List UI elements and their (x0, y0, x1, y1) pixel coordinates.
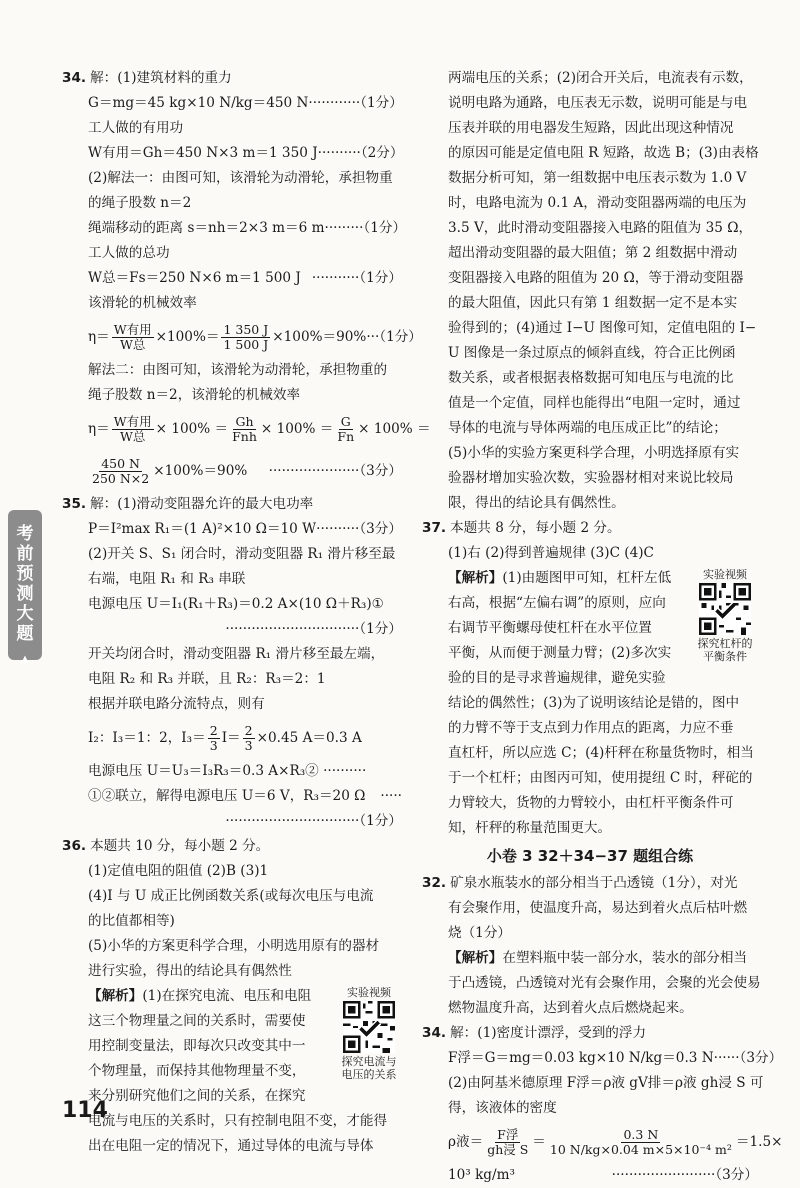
question-number: 36. (62, 838, 87, 854)
answer-line: 结论的偶然性；(3)为了说明该结论是错的，图中 (448, 695, 740, 711)
question-32: 32. 矿泉水瓶装水的部分相当于凸透镜（1分），对光 有会聚作用，使温度升高，易达到着火点后枯叶燃 烧（1分） 【解析】在塑料瓶中装一部分水，装水的部分相当 于凸透镜，凸透镜对光有会聚作用，会聚的光会使易 燃物温度升高，达到着火点后燃烧起来。 (422, 875, 761, 1016)
fraction: $\frac{450 N}{250 N\times 2}$ (92, 456, 150, 486)
answer-line: 压表并联的用电器发生短路，因此出现这种情况 (448, 120, 734, 136)
side-tab-char: 前 (16, 544, 34, 564)
side-tab-char: 测 (16, 584, 34, 604)
answer-line: 说明电路为通路，电压表无示数，说明可能是与电 (448, 95, 748, 111)
answer-line: G＝mg＝45 kg×10 N/kg＝450 N (88, 95, 309, 111)
score-note: ··········（3分） (316, 521, 402, 537)
answer-line: 工人做的有用功 (88, 120, 184, 136)
fraction: $\frac{\text{W有用}}{\text{W总}}$ (113, 414, 152, 444)
qr-caption: 实验视频 (703, 568, 747, 581)
answer-line: 电源电压 U＝U₃＝I₃R₃＝0.3 A×R₃② ·········· (88, 763, 367, 779)
answer-line: W有用＝Gh＝450 N×3 m＝1 350 J (88, 145, 318, 161)
analysis-tag: 【解析】 (448, 950, 503, 966)
answer-line: 右调节平衡螺母使杠杆在水平位置 (448, 620, 652, 636)
right-column (422, 66, 783, 1188)
video-qr-block (336, 986, 402, 1081)
fraction: $\frac{2}{3}$ (244, 723, 253, 753)
answer-line: 绳子股数 n＝2，该滑轮的机械效率 (88, 387, 301, 403)
score-note: ·········（1分） (324, 220, 407, 236)
answer-line: 于一个杠杆；由图丙可知，使用提纽 C 时，秤砣的 (448, 770, 753, 786)
answer-line: (1)右 (2)得到普遍规律 (3)C (4)C (448, 545, 654, 561)
score-note: ·······························（1分） (225, 621, 402, 637)
answer-line: 的绳子股数 n＝2 (88, 195, 192, 211)
page-number: 114 (62, 1098, 108, 1123)
answer-line: 验的目的是寻求普遍规律，避免实验 (448, 670, 666, 686)
answer-line: (2)解法一：由图可知，该滑轮为动滑轮，承担物重 (88, 170, 393, 186)
answer-line: 电流与电压的关系时，只有控制电阻不变，才能得 (88, 1113, 388, 1129)
answer-line: 解：(1)滑动变阻器允许的最大电功率 (90, 496, 314, 512)
answer-line: 的力臂不等于支点到力作用点的距离，力应不垂 (448, 720, 734, 736)
answer-line: W总＝Fs＝250 N×6 m＝1 500 J (88, 270, 301, 286)
answer-line: 平衡，从而便于测量力臂；(2)多次实 (448, 645, 672, 661)
answer-line: 限，得出的结论具有偶然性。 (448, 495, 625, 511)
side-tab (8, 510, 42, 665)
question-number: 35. (62, 496, 87, 512)
answer-line: 烧（1分） (448, 925, 512, 941)
answer-line: 解：(1)密度计漂浮，受到的浮力 (450, 1025, 647, 1041)
answer-line: 电阻 R₂ 和 R₃ 并联，且 R₂：R₃＝2：1 (88, 671, 326, 687)
answer-line: 根据并联电路分流特点，则有 (88, 696, 265, 712)
current-ratio-formula: I₂：I₃＝1：2，I₃＝ $\frac{2}{3}$ I＝ $\frac{2}{3}$ ×0.45 A＝0.3 A (88, 723, 362, 753)
answer-line: (5)小华的实验方案更科学合理，小明选择原有实 (448, 445, 740, 461)
answer-line: F浮＝G＝mg＝0.03 kg×10 N/kg＝0.3 N (448, 1050, 714, 1066)
efficiency-formula-3: $\frac{450 N}{250 N\times 2}$ ×100%＝90% ·····················（3分） (62, 450, 402, 492)
section-title: 小卷 3 32＋34−37 题组合练 (486, 847, 694, 865)
fraction: $\frac{\text{F浮}}{\text{gh浸 S}}$ (487, 1127, 529, 1157)
answer-line: 验得到的；(4)通过 I−U 图像可知，定值电阻的 I− (448, 320, 757, 336)
qr-caption: 探究杠杆的 (697, 637, 753, 650)
answer-line: 的最大阻值，因此只有第 1 组数据一定不是本实 (448, 295, 738, 311)
score-note: ························（3分） (611, 1167, 758, 1183)
video-qr-block (692, 568, 758, 663)
question-number: 34. (422, 1025, 447, 1041)
analysis-tag: 【解析】 (88, 988, 143, 1004)
answer-line: 解：(1)建筑材料的重力 (90, 70, 232, 86)
answer-line: 两端电压的关系；(2)闭合开关后，电流表有示数， (448, 70, 753, 86)
score-note: ··········（2分） (317, 145, 404, 161)
answer-line: 直杠杆，所以应选 C；(4)杆秤在称量货物时，相当 (448, 745, 754, 761)
analysis-block: 【解析】(1)由题图甲可知，杠杆左低 右高，根据“左偏右调”的原则，应向 右调节平衡螺母使杠杆在水平位置 平衡，从而便于测量力臂；(2)多次实 验的目的是寻求普遍规律，避免实验 实验视频 探究杠杆的 平衡条件 (422, 566, 758, 691)
side-tab-char: 大 (16, 604, 34, 624)
answer-line: 导体的电流与导体两端的电压成正比”的结论； (448, 420, 727, 436)
fraction: $\frac{G}{Fn}$ (337, 414, 355, 444)
analysis-block: 【解析】(1)在探究电流、电压和电阻 这三个物理量之间的关系时，需要使 用控制变量法，即每次只改变其中一 个物理量，而保持其他物理量不变， 来分别研究他们之间的关系，在探究 实验视频 探究电流与 电压的关系 (62, 984, 402, 1109)
fraction: $\frac{1 350 J}{1 500 J}$ (223, 322, 269, 352)
side-tab-char: 题 (16, 624, 34, 644)
qr-caption: 电压的关系 (341, 1068, 397, 1081)
answer-line: 工人做的总功 (88, 245, 170, 261)
qr-caption: 实验视频 (347, 986, 391, 999)
answer-line: P＝I²max R₁＝(1 A)²×10 Ω＝10 W (88, 521, 317, 537)
answer-line: 得，该液体的密度 (448, 1100, 557, 1116)
answer-line: 本题共 10 分，每小题 2 分。 (90, 838, 270, 854)
answer-line: 来分别研究他们之间的关系，在探究 (88, 1088, 306, 1104)
question-number: 37. (422, 520, 447, 536)
side-tab-char: 预 (16, 564, 34, 584)
answer-line: 本题共 8 分，每小题 2 分。 (450, 520, 621, 536)
question-number: 34. (62, 70, 87, 86)
answer-line: 有会聚作用，使温度升高，易达到着火点后枯叶燃 (448, 900, 748, 916)
efficiency-formula-1: η＝ $\frac{\text{W有用}}{\text{W总}}$ ×100%＝ $\frac{1 350 J}{1 500 J}$ ×100%＝90% ···（1分） (62, 316, 402, 358)
left-column (62, 66, 431, 1159)
answer-line: 右端，电阻 R₁ 和 R₃ 串联 (88, 571, 246, 587)
qr-caption: 探究电流与 (341, 1055, 397, 1068)
fraction: $\frac{\text{W有用}}{\text{W总}}$ (113, 322, 152, 352)
answer-line: 右高，根据“左偏右调”的原则，应向 (448, 595, 666, 611)
answer-line: 的比值都相等) (88, 913, 175, 929)
answer-line: 出在电阻一定的情况下，通过导体的电流与导体 (88, 1138, 374, 1154)
answer-line: 这三个物理量之间的关系时，需要使 (88, 1013, 306, 1029)
fraction: $\frac{2}{3}$ (209, 723, 218, 753)
answer-line: 个物理量，而保持其他物理量不变， (88, 1063, 306, 1079)
answer-line: U 图像是一条过原点的倾斜直线，符合正比例函 (448, 345, 736, 361)
answer-line: 进行实验，得出的结论具有偶然性 (88, 963, 292, 979)
question-35 (62, 492, 402, 834)
score-note: ····· (380, 788, 402, 804)
answer-line: 矿泉水瓶装水的部分相当于凸透镜（1分），对光 (450, 875, 738, 891)
score-note: ·····················（3分） (268, 463, 402, 479)
answer-line: 绳端移动的距离 s＝nh＝2×3 m＝6 m (88, 220, 325, 236)
answer-line: (2)由阿基米德原理 F浮＝ρ液 gV排＝ρ液 gh浸 S 可 (448, 1075, 764, 1091)
answer-line: (1)定值电阻的阻值 (2)B (3)1 (88, 863, 269, 879)
question-number: 32. (422, 875, 447, 891)
up-arrow-icon: ▲ (21, 654, 29, 665)
density-formula: ρ液＝ $\frac{\text{F浮}}{\text{gh浸 S}}$ ＝ $\frac{0.3 N}{\text{10 N/kg×0.04 m×5×10⁻⁴ m²}}$ ＝1.5× (448, 1127, 783, 1157)
side-tab-char: 考 (16, 524, 34, 544)
question-36 (62, 834, 402, 1159)
answer-line: 力臂较大，货物的力臂较小，由杠杆平衡条件可 (448, 795, 734, 811)
answer-line: 3.5 V，此时滑动变阻器接入电路的阻值为 35 Ω， (448, 220, 753, 236)
answer-line: 开关均闭合时，滑动变阻器 R₁ 滑片移至最左端， (88, 646, 385, 662)
answer-line: 验器材增加实验次数，实验器材相对来说比较局 (448, 470, 734, 486)
question-36-continued (422, 66, 758, 516)
answer-line: 于凸透镜，凸透镜对光有会聚作用，会聚的光会使易 (448, 975, 761, 991)
answer-line: 变阻器接入电路的阻值为 20 Ω，等于滑动变阻器 (448, 270, 744, 286)
answer-line: ①②联立，解得电源电压 U＝6 V，R₃＝20 Ω (88, 788, 366, 804)
answer-line: 该滑轮的机械效率 (88, 295, 197, 311)
fraction: $\frac{0.3 N}{\text{10 N/kg×0.04 m×5×10⁻⁴ m²}}$ (549, 1127, 732, 1157)
question-34-b (422, 1021, 783, 1188)
answer-line: 时，电路电流为 0.1 A，滑动变阻器两端的电压为 (448, 195, 747, 211)
score-note: ···········（1分） (311, 270, 402, 286)
answer-line: 电源电压 U＝I₁(R₁＋R₃)＝0.2 A×(10 Ω＋R₃)① (88, 596, 384, 612)
score-note: ············（1分） (308, 95, 403, 111)
answer-line: (5)小华的方案更科学合理，小明选用原有的器材 (88, 938, 380, 954)
qr-caption: 平衡条件 (703, 650, 747, 663)
answer-line: 知，杆秤的称量范围更大。 (448, 820, 612, 836)
efficiency-formula-2: η＝ $\frac{\text{W有用}}{\text{W总}}$ × 100% ＝ $\frac{Gh}{\text{Fnh}}$ × 100% ＝ $\frac{G}{Fn}$ × 100% ＝ (88, 414, 431, 444)
answer-line: (4)I 与 U 成正比例函数关系(或每次电压与电流 (88, 888, 374, 904)
question-34 (62, 66, 431, 492)
score-note: ·······························（1分） (225, 813, 402, 829)
qr-code-icon[interactable] (343, 1001, 395, 1053)
answer-line: 10³ kg/m³ (448, 1167, 515, 1183)
answer-line: 解法二：由图可知，该滑轮为动滑轮，承担物重的 (88, 362, 388, 378)
answer-line: 用控制变量法，即每次只改变其中一 (88, 1038, 306, 1054)
question-37 (422, 516, 758, 841)
answer-line: 燃物温度升高，达到着火点后燃烧起来。 (448, 1000, 693, 1016)
answer-line: 的原因可能是定值电阻 R 短路，故选 B；(3)由表格 (448, 145, 759, 161)
answer-line: (2)开关 S、S₁ 闭合时，滑动变阻器 R₁ 滑片移至最 (88, 546, 396, 562)
answer-line: 值是一个定值，同样也能得出“电阻一定时，通过 (448, 395, 741, 411)
answer-line: 数据分析可知，第一组数据中电压表示数为 1.0 V (448, 170, 747, 186)
analysis-tag: 【解析】 (448, 570, 503, 586)
score-note: ······（3分） (713, 1050, 783, 1066)
answer-line: 数关系，或者根据表格数据可知电压与电流的比 (448, 370, 734, 386)
qr-code-icon[interactable] (699, 583, 751, 635)
score-note: ···（1分） (366, 329, 422, 345)
fraction: $\frac{Gh}{\text{Fnh}}$ (232, 414, 257, 444)
answer-line: 超出滑动变阻器的最大阻值；第 2 组数据中滑动 (448, 245, 738, 261)
